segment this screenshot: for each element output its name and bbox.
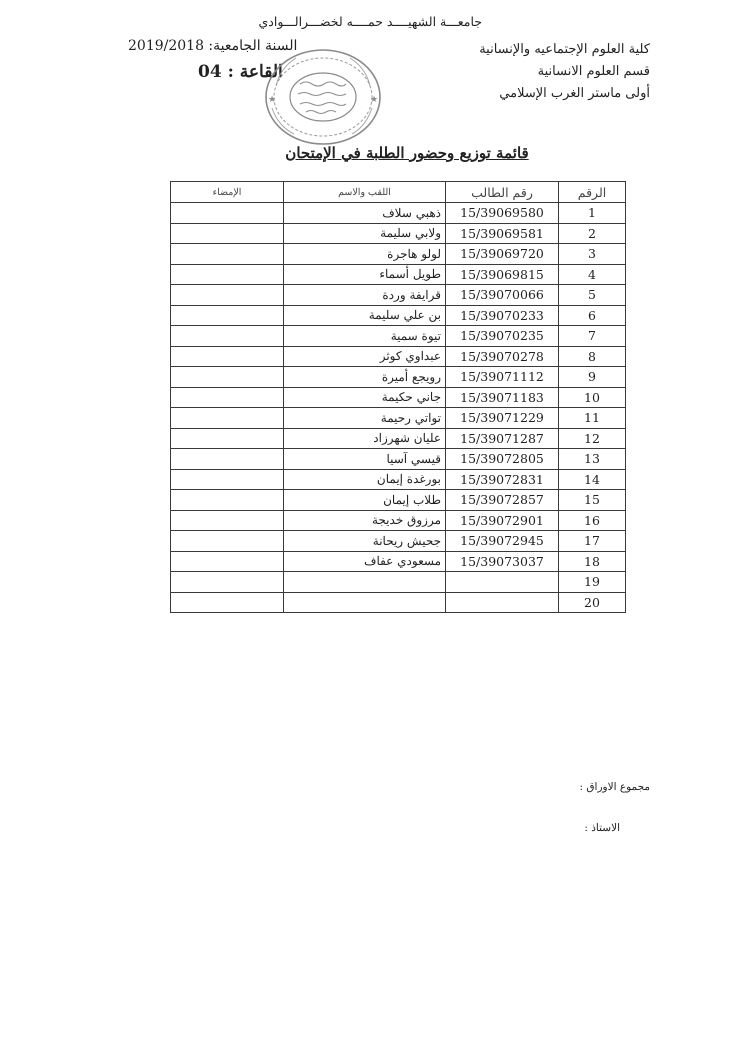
student-name-cell: مرزوق خديجة xyxy=(284,510,446,531)
official-stamp xyxy=(262,46,384,148)
signature-cell xyxy=(171,223,284,244)
signature-cell xyxy=(171,367,284,388)
table-row xyxy=(171,387,626,408)
student-name-cell: تيوة سمية xyxy=(284,326,446,347)
table-row xyxy=(171,203,626,224)
row-number-cell: 9 xyxy=(559,367,626,388)
table-row xyxy=(171,244,626,265)
faculty-name: كلية العلوم الإجتماعيه والإنسانية xyxy=(479,42,650,57)
header-number: الرقم xyxy=(559,182,626,203)
attendance-table xyxy=(170,181,626,613)
signature-cell xyxy=(171,285,284,306)
student-id-cell: 15/39070233 xyxy=(446,305,559,326)
row-number-cell: 19 xyxy=(559,572,626,593)
table-row xyxy=(171,510,626,531)
table-row xyxy=(171,428,626,449)
table-row xyxy=(171,551,626,572)
student-name-cell: ولابي سليمة xyxy=(284,223,446,244)
signature-cell xyxy=(171,244,284,265)
svg-text:★: ★ xyxy=(370,95,379,105)
study-level: أولى ماستر الغرب الإسلامي xyxy=(499,86,650,101)
row-number-cell: 4 xyxy=(559,264,626,285)
row-number-cell: 15 xyxy=(559,490,626,511)
student-name-cell: طويل أسماء xyxy=(284,264,446,285)
student-name-cell xyxy=(284,592,446,613)
table-row xyxy=(171,285,626,306)
total-sheets-label: مجموع الاوراق : xyxy=(579,781,650,793)
row-number-cell: 16 xyxy=(559,510,626,531)
signature-cell xyxy=(171,531,284,552)
signature-cell xyxy=(171,469,284,490)
signature-cell xyxy=(171,428,284,449)
student-name-cell: قرايفة وردة xyxy=(284,285,446,306)
student-id-cell: 15/39070278 xyxy=(446,346,559,367)
table-row xyxy=(171,531,626,552)
student-name-cell: رويجع أميرة xyxy=(284,367,446,388)
student-id-cell: 15/39070235 xyxy=(446,326,559,347)
signature-cell xyxy=(171,387,284,408)
student-id-cell: 15/39073037 xyxy=(446,551,559,572)
student-id-cell: 15/39071112 xyxy=(446,367,559,388)
student-name-cell: جاني حكيمة xyxy=(284,387,446,408)
student-name-cell: عليان شهرزاد xyxy=(284,428,446,449)
row-number-cell: 18 xyxy=(559,551,626,572)
row-number-cell: 10 xyxy=(559,387,626,408)
student-id-cell xyxy=(446,572,559,593)
table-header-row xyxy=(171,182,626,203)
table-row xyxy=(171,572,626,593)
header-signature: الإمضاء xyxy=(171,182,284,203)
table-row xyxy=(171,305,626,326)
table-row xyxy=(171,408,626,429)
row-number-cell: 7 xyxy=(559,326,626,347)
student-name-cell: جحيش ريحانة xyxy=(284,531,446,552)
student-id-cell: 15/39072831 xyxy=(446,469,559,490)
student-id-cell: 15/39071183 xyxy=(446,387,559,408)
row-number-cell: 1 xyxy=(559,203,626,224)
student-id-cell: 15/39071229 xyxy=(446,408,559,429)
table-row xyxy=(171,346,626,367)
student-id-cell: 15/39072805 xyxy=(446,449,559,470)
student-name-cell: بن علي سليمة xyxy=(284,305,446,326)
table-row xyxy=(171,264,626,285)
signature-cell xyxy=(171,490,284,511)
student-id-cell: 15/39072901 xyxy=(446,510,559,531)
university-name: جامعـــة الشهيــــد حمــــه لخضـــرالـــوادي xyxy=(258,14,482,29)
table-row xyxy=(171,469,626,490)
signature-cell xyxy=(171,305,284,326)
signature-cell xyxy=(171,572,284,593)
row-number-cell: 2 xyxy=(559,223,626,244)
signature-cell xyxy=(171,449,284,470)
student-id-cell: 15/39072945 xyxy=(446,531,559,552)
signature-cell xyxy=(171,510,284,531)
header-name: اللقب والاسم xyxy=(284,182,446,203)
row-number-cell: 12 xyxy=(559,428,626,449)
student-id-cell: 15/39069581 xyxy=(446,223,559,244)
table-row xyxy=(171,490,626,511)
student-id-cell: 15/39071287 xyxy=(446,428,559,449)
department-name: قسم العلوم الانسانية xyxy=(537,64,650,79)
row-number-cell: 5 xyxy=(559,285,626,306)
row-number-cell: 3 xyxy=(559,244,626,265)
signature-cell xyxy=(171,264,284,285)
student-name-cell: عبداوي كوثر xyxy=(284,346,446,367)
table-row xyxy=(171,223,626,244)
student-id-cell: 15/39070066 xyxy=(446,285,559,306)
student-name-cell xyxy=(284,572,446,593)
row-number-cell: 14 xyxy=(559,469,626,490)
signature-cell xyxy=(171,408,284,429)
row-number-cell: 8 xyxy=(559,346,626,367)
student-name-cell: ذهبي سلاف xyxy=(284,203,446,224)
row-number-cell: 11 xyxy=(559,408,626,429)
table-row xyxy=(171,367,626,388)
student-name-cell: بورغدة إيمان xyxy=(284,469,446,490)
signature-cell xyxy=(171,592,284,613)
student-name-cell: طلاب إيمان xyxy=(284,490,446,511)
table-row xyxy=(171,449,626,470)
student-name-cell: مسعودي عفاف xyxy=(284,551,446,572)
academic-year: السنة الجامعية: 2019/2018 xyxy=(128,38,298,54)
student-id-cell: 15/39069580 xyxy=(446,203,559,224)
signature-cell xyxy=(171,346,284,367)
student-name-cell: تواتي رحيمة xyxy=(284,408,446,429)
row-number-cell: 20 xyxy=(559,592,626,613)
student-name-cell: لولو هاجرة xyxy=(284,244,446,265)
row-number-cell: 13 xyxy=(559,449,626,470)
student-id-cell: 15/39069815 xyxy=(446,264,559,285)
table-row xyxy=(171,326,626,347)
signature-cell xyxy=(171,551,284,572)
document-title: قائمة توزيع وحضور الطلبة في الإمتحان xyxy=(285,144,529,162)
student-id-cell xyxy=(446,592,559,613)
student-id-cell: 15/39069720 xyxy=(446,244,559,265)
signature-cell xyxy=(171,326,284,347)
table-row xyxy=(171,592,626,613)
student-name-cell: قيسي آسيا xyxy=(284,449,446,470)
svg-text:★: ★ xyxy=(268,95,277,105)
row-number-cell: 6 xyxy=(559,305,626,326)
student-id-cell: 15/39072857 xyxy=(446,490,559,511)
header-student-id: رقم الطالب xyxy=(446,182,559,203)
row-number-cell: 17 xyxy=(559,531,626,552)
signature-cell xyxy=(171,203,284,224)
exam-hall: القاعة : 04 xyxy=(198,62,283,82)
professor-label: الاستاذ : xyxy=(584,822,620,834)
